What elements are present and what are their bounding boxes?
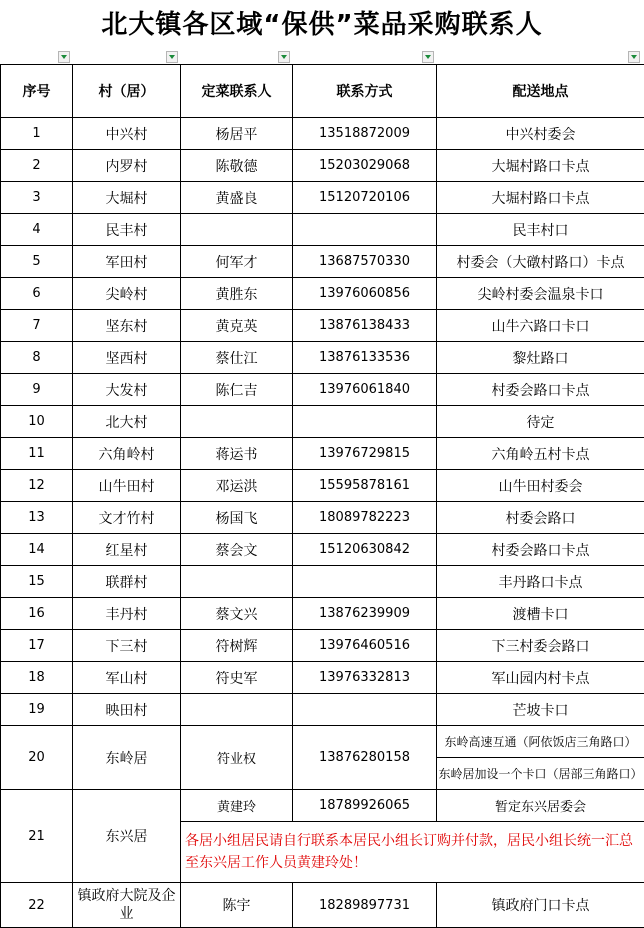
table-row bbox=[1, 246, 644, 278]
row-village: 内罗村 bbox=[73, 150, 181, 182]
table-row bbox=[1, 630, 644, 662]
table-row bbox=[1, 790, 644, 822]
row-no: 19 bbox=[1, 694, 73, 726]
row-no: 22 bbox=[1, 883, 73, 928]
row-village: 山牛田村 bbox=[73, 470, 181, 502]
row-village: 大发村 bbox=[73, 374, 181, 406]
page-title: 北大镇各区域“保供”菜品采购联系人 bbox=[0, 0, 644, 50]
row-no: 16 bbox=[1, 598, 73, 630]
table-header-row bbox=[1, 65, 644, 118]
row-contact: 黄克英 bbox=[181, 310, 293, 342]
row-location: 芒坡卡口 bbox=[437, 694, 644, 726]
header-village: 村（居） bbox=[73, 65, 181, 118]
row-village: 下三村 bbox=[73, 630, 181, 662]
row-village: 红星村 bbox=[73, 534, 181, 566]
row-village: 六角岭村 bbox=[73, 438, 181, 470]
filter-bar bbox=[0, 50, 644, 64]
table-row bbox=[1, 406, 644, 438]
row-location: 黎灶路口 bbox=[437, 342, 644, 374]
filter-dropdown-icon[interactable] bbox=[628, 51, 640, 63]
row-no: 10 bbox=[1, 406, 73, 438]
filter-dropdown-icon[interactable] bbox=[422, 51, 434, 63]
row-phone: 13687570330 bbox=[293, 246, 437, 278]
row-location: 丰丹路口卡点 bbox=[437, 566, 644, 598]
row-contact: 邓运洪 bbox=[181, 470, 293, 502]
row-no: 18 bbox=[1, 662, 73, 694]
row-village: 尖岭村 bbox=[73, 278, 181, 310]
row-location: 山牛六路口卡口 bbox=[437, 310, 644, 342]
row-no: 3 bbox=[1, 182, 73, 214]
row-contact: 陈宇 bbox=[181, 883, 293, 928]
row-village: 中兴村 bbox=[73, 118, 181, 150]
row-phone: 13876280158 bbox=[293, 726, 437, 790]
header-phone: 联系方式 bbox=[293, 65, 437, 118]
table-row bbox=[1, 278, 644, 310]
row-village: 镇政府大院及企业 bbox=[73, 883, 181, 928]
header-contact: 定菜联系人 bbox=[181, 65, 293, 118]
row-phone: 18089782223 bbox=[293, 502, 437, 534]
filter-dropdown-icon[interactable] bbox=[166, 51, 178, 63]
row-location: 村委会路口卡点 bbox=[437, 374, 644, 406]
row-no: 13 bbox=[1, 502, 73, 534]
row-phone: 15203029068 bbox=[293, 150, 437, 182]
row-phone: 13876133536 bbox=[293, 342, 437, 374]
row-contact bbox=[181, 566, 293, 598]
row-village: 北大村 bbox=[73, 406, 181, 438]
row-location: 中兴村委会 bbox=[437, 118, 644, 150]
table-row bbox=[1, 150, 644, 182]
row-village: 军山村 bbox=[73, 662, 181, 694]
table-row bbox=[1, 438, 644, 470]
row-no: 15 bbox=[1, 566, 73, 598]
row-no: 17 bbox=[1, 630, 73, 662]
row-location: 渡槽卡口 bbox=[437, 598, 644, 630]
row-contact: 杨国飞 bbox=[181, 502, 293, 534]
table-row bbox=[1, 598, 644, 630]
row-location: 东岭高速互通（阿依饭店三角路口） bbox=[437, 726, 644, 758]
row-no: 20 bbox=[1, 726, 73, 790]
row-village: 东岭居 bbox=[73, 726, 181, 790]
row-phone: 13976729815 bbox=[293, 438, 437, 470]
row-no: 12 bbox=[1, 470, 73, 502]
row-phone bbox=[293, 694, 437, 726]
row-no: 11 bbox=[1, 438, 73, 470]
row-location: 暂定东兴居委会 bbox=[437, 790, 644, 822]
row-phone: 15120720106 bbox=[293, 182, 437, 214]
row-contact: 陈敬德 bbox=[181, 150, 293, 182]
row-contact: 黄胜东 bbox=[181, 278, 293, 310]
table-row bbox=[1, 502, 644, 534]
table-row bbox=[1, 214, 644, 246]
row-contact: 蔡文兴 bbox=[181, 598, 293, 630]
row-location: 东岭居加设一个卡口（居部三角路口） bbox=[437, 758, 644, 790]
row-no: 8 bbox=[1, 342, 73, 374]
table-row bbox=[1, 694, 644, 726]
row-location: 尖岭村委会温泉卡口 bbox=[437, 278, 644, 310]
row-phone: 13976460516 bbox=[293, 630, 437, 662]
row-phone: 13976061840 bbox=[293, 374, 437, 406]
header-no: 序号 bbox=[1, 65, 73, 118]
row-no: 2 bbox=[1, 150, 73, 182]
row-location: 村委会路口卡点 bbox=[437, 534, 644, 566]
row-location: 待定 bbox=[437, 406, 644, 438]
row-contact: 蔡仕江 bbox=[181, 342, 293, 374]
table-row bbox=[1, 374, 644, 406]
row-phone: 13876138433 bbox=[293, 310, 437, 342]
row-location: 六角岭五村卡点 bbox=[437, 438, 644, 470]
row-village: 大堀村 bbox=[73, 182, 181, 214]
row-location: 军山园内村卡点 bbox=[437, 662, 644, 694]
notice-text: 各居小组居民请自行联系本居民小组长订购并付款，居民小组长统一汇总至东兴居工作人员黄建玲处！ bbox=[181, 822, 644, 883]
table-row bbox=[1, 662, 644, 694]
contact-table bbox=[0, 64, 644, 928]
table-row bbox=[1, 726, 644, 758]
row-village: 坚东村 bbox=[73, 310, 181, 342]
row-location: 山牛田村委会 bbox=[437, 470, 644, 502]
row-village: 联群村 bbox=[73, 566, 181, 598]
row-contact bbox=[181, 214, 293, 246]
row-contact: 符树辉 bbox=[181, 630, 293, 662]
row-contact: 陈仁吉 bbox=[181, 374, 293, 406]
row-phone: 18289897731 bbox=[293, 883, 437, 928]
row-contact: 蒋运书 bbox=[181, 438, 293, 470]
table-row bbox=[1, 118, 644, 150]
table-row bbox=[1, 883, 644, 928]
row-contact bbox=[181, 406, 293, 438]
row-no: 6 bbox=[1, 278, 73, 310]
row-location: 村委会路口 bbox=[437, 502, 644, 534]
row-phone: 13518872009 bbox=[293, 118, 437, 150]
row-location: 下三村委会路口 bbox=[437, 630, 644, 662]
row-location: 民丰村口 bbox=[437, 214, 644, 246]
row-phone: 18789926065 bbox=[293, 790, 437, 822]
row-village: 坚西村 bbox=[73, 342, 181, 374]
row-village: 民丰村 bbox=[73, 214, 181, 246]
row-contact: 符业权 bbox=[181, 726, 293, 790]
row-no: 7 bbox=[1, 310, 73, 342]
row-contact: 符史军 bbox=[181, 662, 293, 694]
table-row bbox=[1, 182, 644, 214]
row-no: 21 bbox=[1, 790, 73, 883]
row-location: 镇政府门口卡点 bbox=[437, 883, 644, 928]
filter-dropdown-icon[interactable] bbox=[278, 51, 290, 63]
table-row bbox=[1, 534, 644, 566]
row-phone bbox=[293, 406, 437, 438]
row-contact: 蔡会文 bbox=[181, 534, 293, 566]
row-village: 文才竹村 bbox=[73, 502, 181, 534]
row-no: 5 bbox=[1, 246, 73, 278]
row-contact: 黄建玲 bbox=[181, 790, 293, 822]
row-village: 东兴居 bbox=[73, 790, 181, 883]
row-phone: 13976332813 bbox=[293, 662, 437, 694]
row-location: 大堀村路口卡点 bbox=[437, 182, 644, 214]
row-phone: 13876239909 bbox=[293, 598, 437, 630]
row-contact: 杨居平 bbox=[181, 118, 293, 150]
row-phone bbox=[293, 566, 437, 598]
table-row bbox=[1, 342, 644, 374]
row-no: 9 bbox=[1, 374, 73, 406]
row-contact: 黄盛良 bbox=[181, 182, 293, 214]
filter-dropdown-icon[interactable] bbox=[58, 51, 70, 63]
row-phone bbox=[293, 214, 437, 246]
row-phone: 13976060856 bbox=[293, 278, 437, 310]
row-phone: 15120630842 bbox=[293, 534, 437, 566]
table-row bbox=[1, 310, 644, 342]
row-no: 14 bbox=[1, 534, 73, 566]
row-village: 丰丹村 bbox=[73, 598, 181, 630]
table-row bbox=[1, 566, 644, 598]
row-location: 村委会（大礅村路口）卡点 bbox=[437, 246, 644, 278]
row-no: 1 bbox=[1, 118, 73, 150]
row-contact bbox=[181, 694, 293, 726]
row-location: 大堀村路口卡点 bbox=[437, 150, 644, 182]
row-contact: 何军才 bbox=[181, 246, 293, 278]
row-village: 军田村 bbox=[73, 246, 181, 278]
table-row bbox=[1, 470, 644, 502]
row-phone: 15595878161 bbox=[293, 470, 437, 502]
header-location: 配送地点 bbox=[437, 65, 644, 118]
row-no: 4 bbox=[1, 214, 73, 246]
row-village: 映田村 bbox=[73, 694, 181, 726]
